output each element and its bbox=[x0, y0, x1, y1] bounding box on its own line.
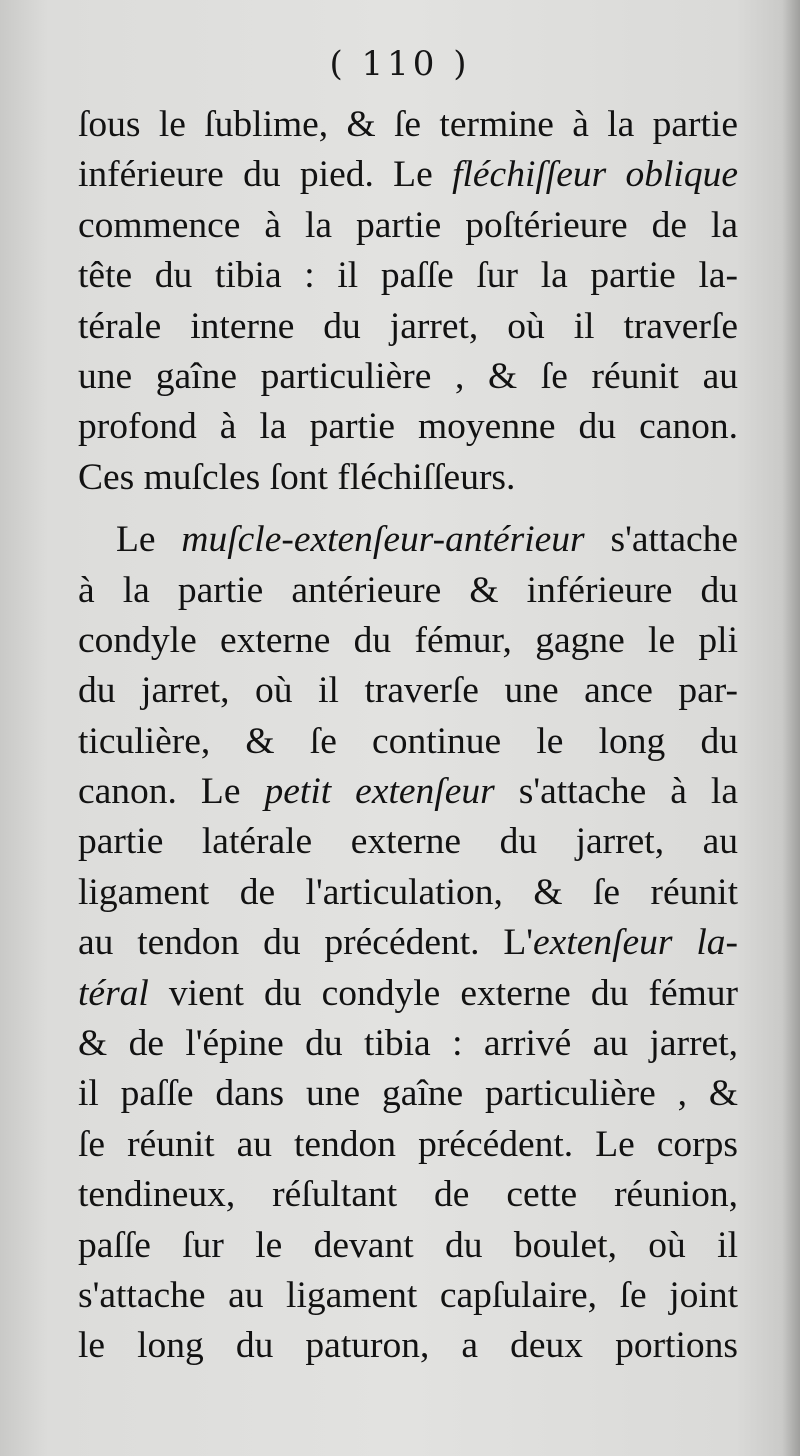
text-segment: ligament de l'articulation, & ſe réunit bbox=[78, 871, 738, 913]
italic-term: fléchiſſeur oblique bbox=[452, 154, 738, 196]
text-line bbox=[78, 969, 738, 1019]
text-segment: canon. Le bbox=[78, 771, 265, 813]
text-segment: ſous le ſublime, & ſe termine à la partie bbox=[78, 104, 738, 145]
text-line bbox=[78, 1271, 738, 1321]
italic-term: téral bbox=[78, 972, 149, 1014]
text-line bbox=[78, 1321, 738, 1371]
text-line bbox=[78, 717, 738, 767]
text-line bbox=[78, 1019, 738, 1069]
text-segment: térale interne du jarret, où il traverſe bbox=[78, 305, 738, 347]
paragraph-gap bbox=[78, 503, 738, 515]
text-line bbox=[78, 767, 738, 817]
text-line bbox=[78, 566, 738, 616]
text-segment: à la partie antérieure & inférieure du bbox=[78, 569, 738, 611]
text-line bbox=[78, 1221, 738, 1271]
text-line bbox=[78, 251, 738, 301]
text-line bbox=[78, 352, 738, 402]
text-segment: inférieure du pied. Le bbox=[78, 154, 453, 196]
text-line bbox=[78, 453, 738, 503]
text-line bbox=[78, 515, 738, 565]
text-line bbox=[78, 616, 738, 666]
text-segment: au tendon du précédent. L' bbox=[78, 922, 534, 964]
text-line bbox=[78, 150, 738, 200]
body-text bbox=[78, 100, 738, 1372]
text-line bbox=[78, 1069, 738, 1119]
text-segment: paſſe ſur le devant du boulet, où il bbox=[78, 1224, 738, 1266]
text-segment: Le bbox=[116, 519, 182, 561]
page-edge-shadow bbox=[782, 0, 800, 1456]
text-line bbox=[78, 402, 738, 452]
text-segment: & de l'épine du tibia : arrivé au jarret, bbox=[78, 1023, 738, 1065]
page-number: ( 110 ) bbox=[329, 44, 471, 84]
text-segment: Ces muſcles ſont fléchiſſeurs. bbox=[78, 456, 516, 498]
text-line bbox=[78, 1170, 738, 1220]
italic-term: extenſeur la- bbox=[533, 922, 738, 964]
text-segment: le long du paturon, a deux portions bbox=[78, 1325, 738, 1367]
text-segment: il paſſe dans une gaîne particulière , & bbox=[78, 1073, 738, 1115]
text-segment: tête du tibia : il paſſe ſur la partie la- bbox=[78, 255, 738, 297]
text-line bbox=[78, 918, 738, 968]
text-segment: s'attache au ligament capſulaire, ſe joint bbox=[78, 1274, 738, 1316]
text-segment: vient du condyle externe du fémur bbox=[148, 972, 738, 1014]
text-segment: ticulière, & ſe continue le long du bbox=[78, 720, 738, 762]
text-line bbox=[78, 201, 738, 251]
italic-term: petit extenſeur bbox=[264, 771, 495, 813]
text-segment: du jarret, où il traverſe une ance par- bbox=[78, 670, 738, 712]
text-line bbox=[78, 302, 738, 352]
text-segment: ſe réunit au tendon précédent. Le corps bbox=[78, 1123, 738, 1165]
text-segment: partie latérale externe du jarret, au bbox=[78, 821, 738, 863]
italic-term: muſcle-extenſeur-antérieur bbox=[181, 519, 585, 561]
text-segment: commence à la partie poſtérieure de la bbox=[78, 204, 738, 246]
text-segment: condyle externe du fémur, gagne le pli bbox=[78, 619, 738, 661]
text-line bbox=[78, 868, 738, 918]
text-line bbox=[78, 1120, 738, 1170]
text-segment: tendineux, réſultant de cette réunion, bbox=[78, 1174, 738, 1216]
text-line bbox=[78, 666, 738, 716]
text-segment: une gaîne particulière , & ſe réunit au bbox=[78, 355, 738, 397]
text-line bbox=[78, 817, 738, 867]
text-segment: profond à la partie moyenne du canon. bbox=[78, 406, 738, 448]
text-segment: s'attache bbox=[584, 519, 738, 561]
text-segment: s'attache à la bbox=[494, 771, 738, 813]
text-line bbox=[78, 100, 738, 150]
